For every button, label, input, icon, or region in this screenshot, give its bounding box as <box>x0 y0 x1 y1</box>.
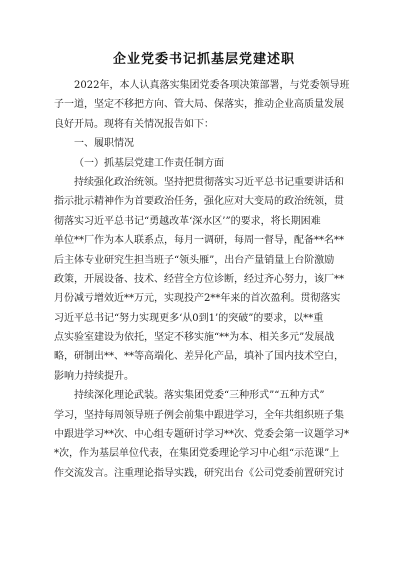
text-line: 良好开局。现将有关情况报告如下： <box>54 118 214 130</box>
text-line: 持续深化理论武装。落实集团党委“三种形式”“五种方式” <box>74 390 325 402</box>
text-line: 学习，坚持每周领导班子例会前集中跟进学习，全年共组织班子集 <box>54 409 344 421</box>
text-line: 点实验室建设为依托，坚定不移实施“**为本、相关多元”发展战 <box>54 332 335 344</box>
text-line: 政策，开展设备、技术、经营全方位诊断，经过齐心努力，该厂** <box>54 273 344 285</box>
text-line: 后主体专业研究生担当班子“领头雁”，出台产量销量上台阶激励 <box>54 254 335 266</box>
text-line: 略，研制出**、**等高端化、差异化产品，填补了国内技术空白， <box>54 351 344 363</box>
text-line: 持续强化政治统领。坚持把贯彻落实习近平总书记重要讲话和 <box>74 176 344 188</box>
text-line: 作交流发言。注重理论指导实践，研究出台《公司党委前置研究讨 <box>54 467 344 479</box>
text-line: 指示批示精神作为首要政治任务，强化应对大变局的政治统领，贯 <box>54 196 344 208</box>
text-line: 影响力持续提升。 <box>54 370 134 382</box>
text-line: 彻落实习近平总书记“勇越改革‘深水区’”的要求，将长期困难 <box>54 215 321 227</box>
text-line: 2022年，本人认真落实集团党委各项决策部署，与党委领导班 <box>74 80 350 91</box>
document-title: 企业党委书记抓基层党建述职 <box>112 52 295 67</box>
text-line: *次，作为基层单位代表，在集团党委理论学习中心组“示范课”上 <box>54 448 340 460</box>
text-line: 习近平总书记“努力实现更多‘从0到1’的突破”的要求，以**重 <box>54 312 324 324</box>
document-body <box>54 76 356 483</box>
text-line: 月份减亏增效近**万元，实现投产2**年来的首次盈利。贯彻落实 <box>54 293 341 305</box>
text-line: 单位**厂作为本人联系点，每月一调研，每周一督导，配备**名** <box>54 235 344 247</box>
text-line: 中跟进学习**次、中心组专题研讨学习**次、党委会第一议题学习* <box>54 429 349 441</box>
text-line: 子一道，坚定不移把方向、管大局、保落实，推动企业高质量发展 <box>54 99 344 111</box>
text-line: （一）抓基层党建工作责任制方面 <box>74 157 224 169</box>
text-line: 一、履职情况 <box>74 138 134 150</box>
